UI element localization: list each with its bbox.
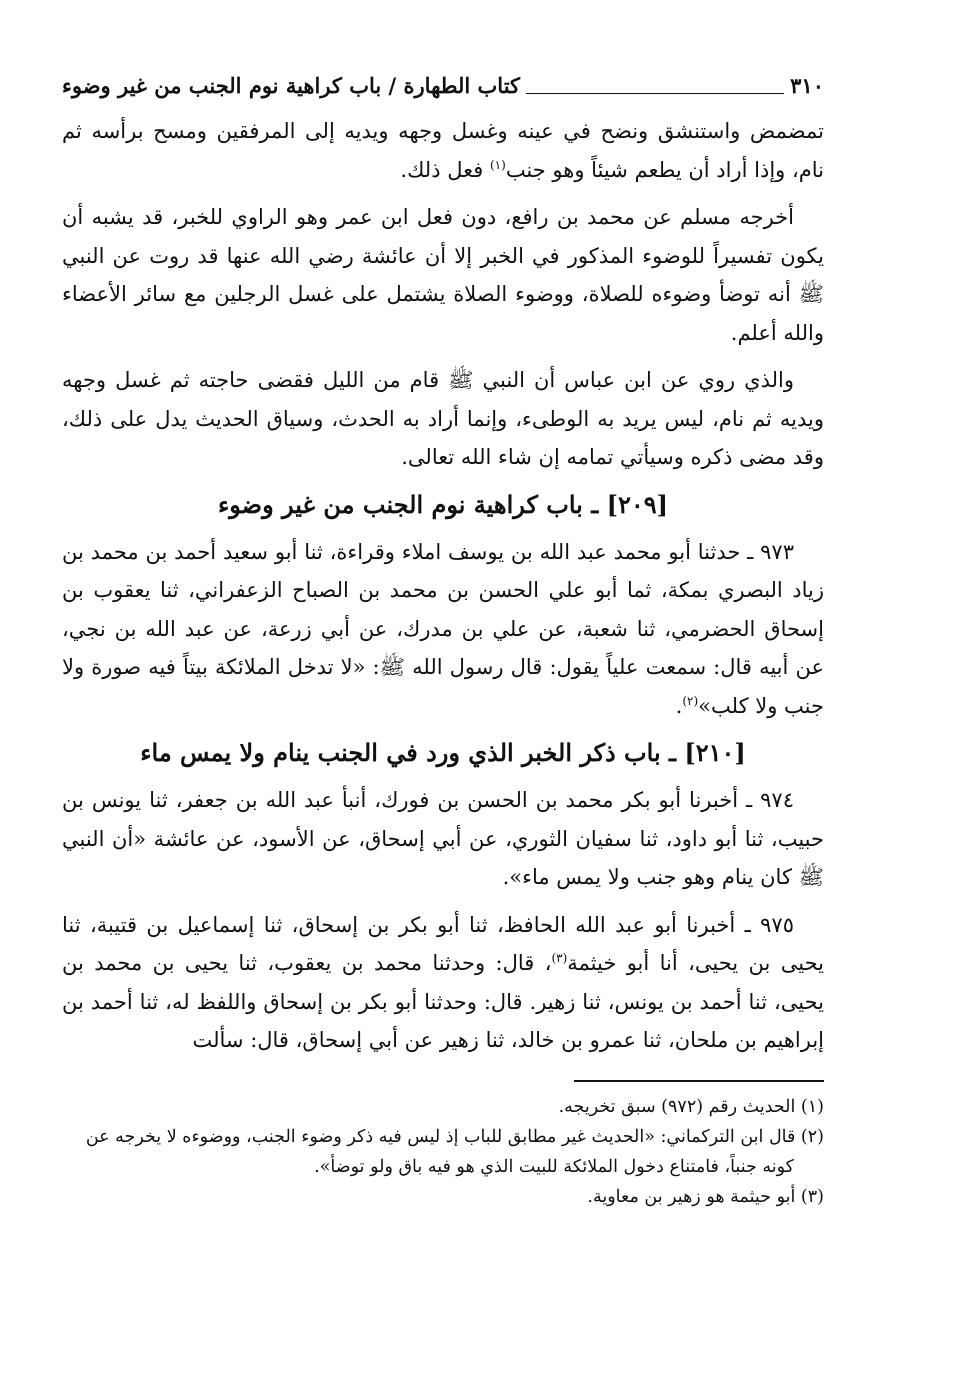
running-header — [62, 70, 824, 100]
paragraph-text: تمضمض واستنشق ونضح في عينه وغسل وجهه ويديه إلى المرفقين ومسح برأسه ثم نام، وإذا أراد أن يطعم شيئاً وهو جنب — [62, 119, 824, 182]
book-page — [62, 70, 824, 1212]
page-number: ٣١٠ — [790, 73, 824, 98]
footnote-marker: (٢) — [682, 693, 699, 708]
paragraph-continuation — [62, 112, 824, 189]
running-title: كتاب الطهارة / باب كراهية نوم الجنب من غير وضوء — [62, 73, 521, 98]
footnote-marker: (١) — [489, 157, 506, 172]
paragraph-commentary-1: أخرجه مسلم عن محمد بن رافع، دون فعل ابن عمر وهو الراوي للخبر، قد يشبه أن يكون تفسيراً للوضوء المذكور في الخبر إلا أن عائشة رضي الله عنها قد روت عن النبي ﷺ أنه توضأ وضوءه للصلاة، ووضوء الصلاة يشتمل على غسل الرجلين مع سائر الأعضاء والله أعلم. — [62, 205, 824, 345]
paragraph-text-end: فعل ذلك. — [400, 157, 490, 182]
paragraph-commentary-2: والذي روي عن ابن عباس أن النبي ﷺ قام من الليل فقضى حاجته ثم غسل وجهه ويديه ثم نام، ليس يريد به الوطىء، وإنما أراد به الحدث، وسياق الحديث يدل على ذلك، وقد مضى ذكره وسيأتي تمامه إن شاء الله تعالى. — [62, 368, 824, 469]
hadith-974: ٩٧٤ ـ أخبرنا أبو بكر محمد بن الحسن بن فورك، أنبأ عبد الله بن جعفر، ثنا يونس بن حبيب، ثنا أبو داود، ثنا سفيان الثوري، عن أبي إسحاق، عن الأسود، عن عائشة «أن النبي ﷺ كان ينام وهو جنب ولا يمس ماء». — [62, 788, 824, 889]
header-rule — [526, 93, 784, 94]
hadith-973 — [62, 533, 824, 726]
footnote-3: (٣) أبو حيثمة هو زهير بن معاوية. — [587, 1186, 824, 1207]
footnote-1: (١) الحديث رقم (٩٧٢) سبق تخريجه. — [558, 1096, 824, 1117]
chapter-title-210: [٢١٠] ـ باب ذكر الخبر الذي ورد في الجنب ينام ولا يمس ماء — [140, 738, 746, 767]
hadith-975 — [62, 906, 824, 1060]
footnotes — [62, 1092, 824, 1212]
footnote-divider — [574, 1080, 824, 1082]
hadith-text: ٩٧٣ ـ حدثنا أبو محمد عبد الله بن يوسف املاء وقراءة، ثنا أبو سعيد أحمد بن محمد بن زياد البصري بمكة، ثما أبو علي الحسن بن محمد بن الصباح الزعفراني، ثنا يعقوب بن إسحاق الحضرمي، ثنا شعبة، عن علي بن مدرك، عن أبي زرعة، عن عبد الله بن نجي، عن أبيه قال: سمعت علياً يقول: قال رسول الله ﷺ: «لا تدخل الملائكة بيتاً فيه صورة ولا جنب ولا كلب» — [62, 539, 825, 718]
footnote-marker: (٣) — [551, 951, 568, 965]
chapter-title-209: [٢٠٩] ـ باب كراهية نوم الجنب من غير وضوء — [218, 489, 668, 519]
footnote-2-continuation: كونه جنباً، فامتناع دخول الملائكة للبيت الذي هو فيه باق ولو توضأ». — [314, 1156, 794, 1177]
hadith-text-end: . — [675, 693, 683, 718]
footnote-2: (٢) قال ابن التركماني: «الحديث غير مطابق للباب إذ ليس فيه ذكر وضوء الجنب، ووضوءه لا يخرجه عن — [85, 1126, 824, 1147]
hadith-text-cont: ، قال: وحدثنا محمد بن يعقوب، ثنا يحيى بن محمد بن يحيى، ثنا أحمد بن يونس، ثنا زهير. قال: وحدثنا أبو بكر بن إسحاق واللفظ له، ثنا أحمد بن إبراهيم بن ملحان، ثنا عمرو بن خالد، ثنا زهير عن أبي إسحاق، قال: سألت — [62, 951, 824, 1052]
hadith-text: ٩٧٥ ـ أخبرنا أبو عبد الله الحافظ، ثنا أبو بكر بن إسحاق، ثنا إسماعيل بن قتيبة، ثنا يحيى بن يحيى، أنا أبو خيثمة — [62, 912, 824, 975]
